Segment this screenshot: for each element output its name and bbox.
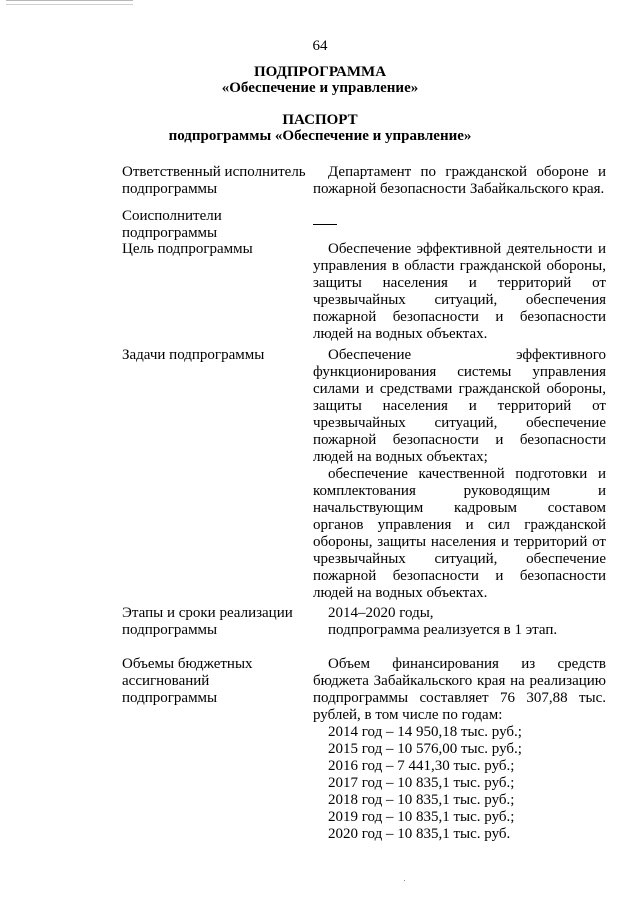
- subprogram-heading: ПОДПРОГРАММА: [253, 64, 387, 80]
- value-goal: [313, 241, 606, 343]
- task-1-text: Обеспечение эффективного функционирования системы управления силами и средствами гражданской обороны, защиты населения и территорий от чрезвычайных ситуаций, обеспечение пожарной безопасности и безопасности людей на водных объектах;: [313, 347, 606, 465]
- passport-subtitle: подпрограммы «Обеспечение и управление»: [168, 128, 472, 144]
- responsible-executor-text: Департамент по гражданской обороне и пожарной безопасности Забайкальского края.: [313, 164, 606, 197]
- passport-heading: ПАСПОРТ: [282, 112, 358, 128]
- co-executors-empty-dash: [313, 224, 337, 225]
- subprogram-name: «Обеспечение и управление»: [221, 80, 419, 96]
- stages-years-text: 2014–2020 годы,: [328, 605, 434, 621]
- budget-year-item: 2020 год – 10 835,1 тыс. руб.: [328, 826, 511, 842]
- budget-year-item: 2019 год – 10 835,1 тыс. руб.;: [328, 809, 515, 825]
- value-stages: [313, 605, 606, 639]
- budget-year-item: 2014 год – 14 950,18 тыс. руб.;: [328, 724, 522, 740]
- value-responsible-executor: [313, 164, 606, 198]
- goal-text: Обеспечение эффективной деятельности и управления в области гражданской обороны, защиты населения и территорий от чрезвычайных ситуаций, обеспечения пожарной безопасности и безопасности людей на водных объектах.: [313, 241, 606, 342]
- value-tasks: [313, 347, 606, 602]
- label-responsible-executor: Ответственный исполнитель подпрограммы: [122, 164, 306, 197]
- label-stages: Этапы и сроки реализации подпрограммы: [122, 605, 293, 638]
- stages-phase-text: подпрограмма реализуется в 1 этап.: [328, 622, 558, 638]
- budget-year-item: 2015 год – 10 576,00 тыс. руб.;: [328, 741, 522, 757]
- value-budget: [313, 656, 606, 843]
- label-goal: Цель подпрограммы: [122, 241, 253, 257]
- label-tasks: Задачи подпрограммы: [122, 347, 265, 363]
- budget-years-list: [313, 724, 606, 843]
- scan-speck: [404, 880, 405, 881]
- label-co-executors: Соисполнители подпрограммы: [122, 208, 222, 241]
- page-number: 64: [312, 38, 328, 54]
- budget-year-item: 2016 год – 7 441,30 тыс. руб.;: [328, 758, 515, 774]
- task-2-text: обеспечение качественной подготовки и комплектования руководящим и начальствующим кадровым составом органов управления и сил гражданской обороны, защиты населения и территорий от чрезвычайных ситуаций, обеспечение пожарной безопасности и безопасности людей на водных объектах.: [313, 466, 606, 601]
- budget-year-item: 2017 год – 10 835,1 тыс. руб.;: [328, 775, 515, 791]
- budget-total-text: Объем финансирования из средств бюджета Забайкальского края на реализацию подпрограммы составляет 76 307,88 тыс. рублей, в том числе по годам:: [313, 656, 606, 723]
- label-budget: Объемы бюджетных ассигнований подпрограммы: [122, 656, 253, 706]
- budget-year-item: 2018 год – 10 835,1 тыс. руб.;: [328, 792, 515, 808]
- scan-top-rule: [6, 0, 133, 1]
